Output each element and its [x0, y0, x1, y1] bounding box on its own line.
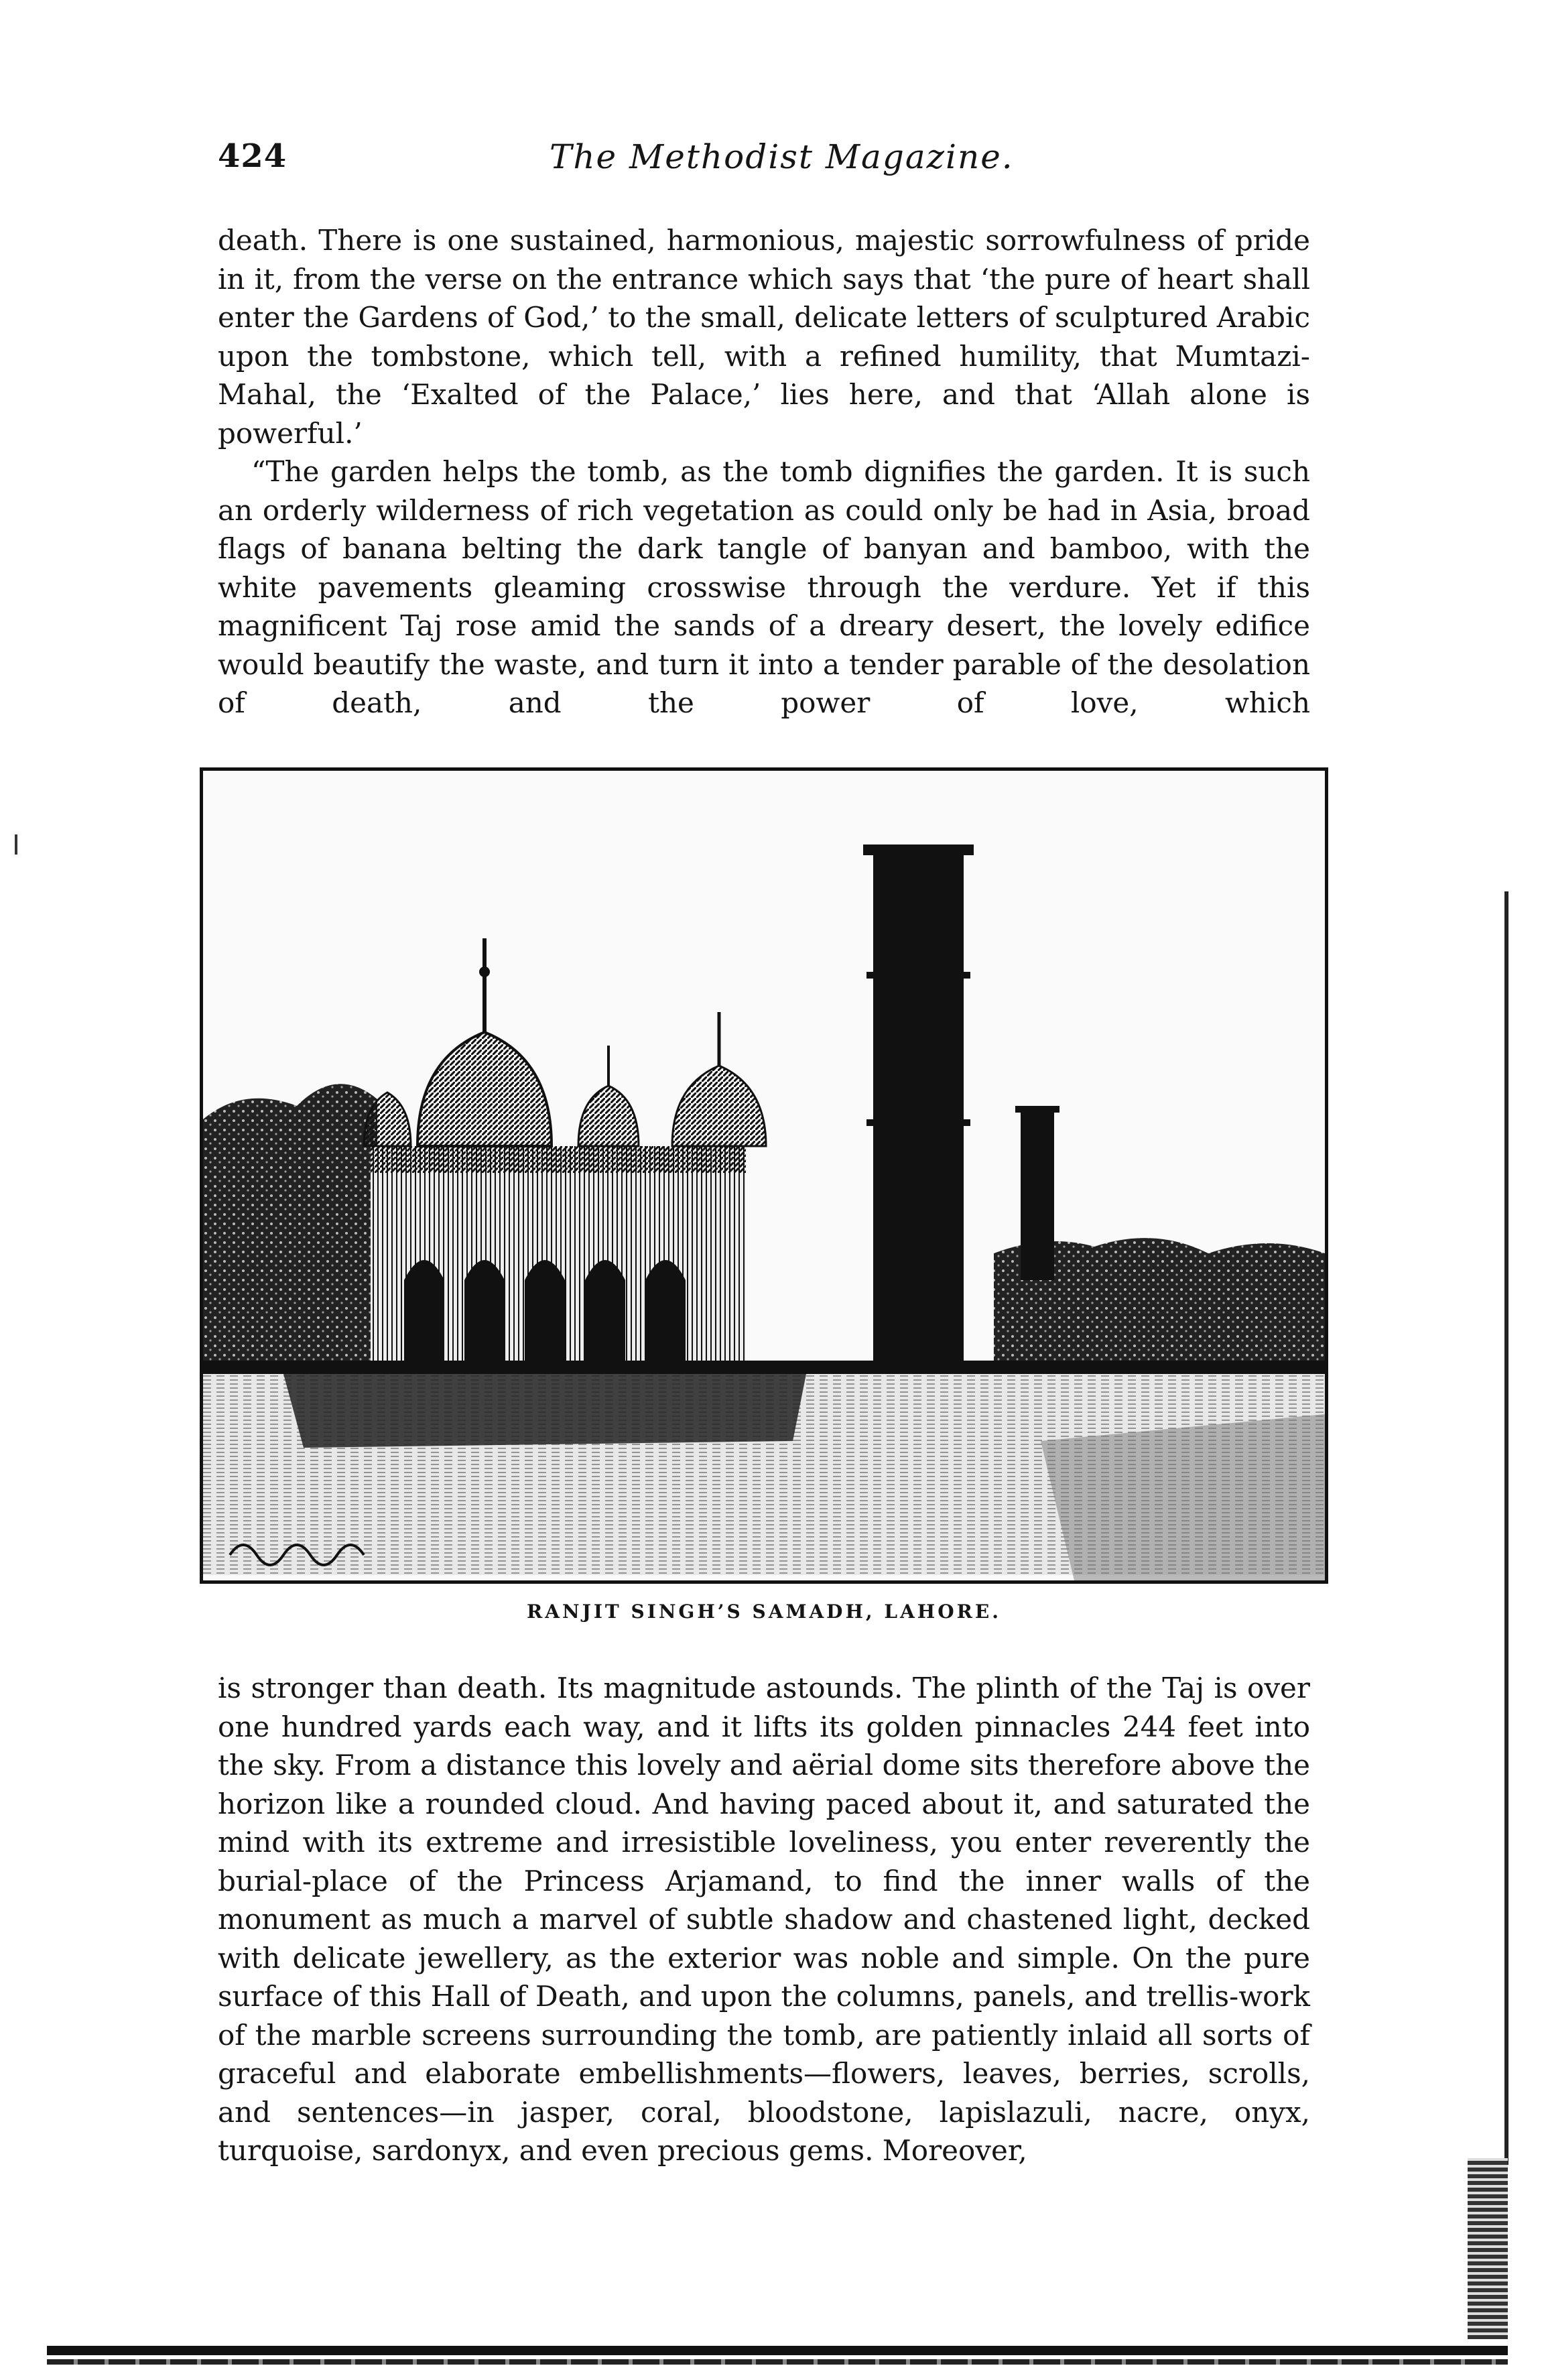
- running-title: The Methodist Magazine.: [550, 137, 1014, 176]
- running-header: [218, 137, 1317, 184]
- page-edge-fold: [1468, 2158, 1508, 2339]
- small-tower: [1021, 1106, 1054, 1280]
- figure-caption: RANJIT SINGH’S SAMADH, LAHORE.: [526, 1601, 1002, 1623]
- illustration-samadh: [200, 767, 1328, 1584]
- body-paragraph-1: death. There is one sustained, harmonious, majestic sorrowfulness of pride in it, from the verse on the entrance which says that ‘the pure of heart shall enter the Gardens of God,’ to the small, delicate letters of sculptured Arabic upon the tombstone, which tell, with a refined humility, that Mumtazi-Mahal, the ‘Exalted of the Palace,’ lies here, and that ‘Allah alone is powerful.’: [218, 224, 1310, 450]
- scan-edge-bottom-strip: [47, 2359, 1508, 2365]
- page-edge-right: [1504, 891, 1508, 2165]
- engraving-svg: [203, 771, 1325, 1580]
- parapet: [371, 1146, 746, 1173]
- body-paragraph-3: is stronger than death. Its magnitude astounds. The plinth of the Taj is over one hundred yards each way, and it lifts its golden pinnacles 244 feet into the sky. From a distance this lovely and aërial dome sits therefore above the horizon like a rounded cloud. And having paced about it, and saturated the mind with its extreme and irresistible loveliness, you enter reverently the burial-place of the Princess Arjamand, to find the inner walls of the monument as much a marvel of subtle shadow and chastened light, decked with delicate jewellery, as the exterior was noble and simple. On the pure surface of this Hall of Death, and upon the columns, panels, and trellis-work of the marble screens surrounding the tomb, are patiently inlaid all sorts of graceful and elaborate embellishments—flowers, leaves, berries, scrolls, and sentences—in jasper, coral, bloodstone, lapislazuli, nacre, onyx, turquoise, sardonyx, and even precious gems. Moreover,: [218, 1672, 1310, 2167]
- body-paragraph-2: “The garden helps the tomb, as the tomb dignifies the garden. It is such an orderly wilderness of rich vegetation as could only be had in Asia, broad flags of banana belting the dark tangle of banyan and bamboo, with the white pavements gleaming crosswise through the verdure. Yet if this magnificent Taj rose amid the sands of a dreary desert, the lovely edifice would beautify the waste, and turn it into a tender parable of the desolation of death, and the power of love, which: [218, 455, 1310, 719]
- scan-edge-bottom: [47, 2346, 1508, 2355]
- margin-mark: [15, 834, 17, 855]
- trees-left: [203, 1084, 377, 1374]
- page-number: 424: [218, 137, 287, 175]
